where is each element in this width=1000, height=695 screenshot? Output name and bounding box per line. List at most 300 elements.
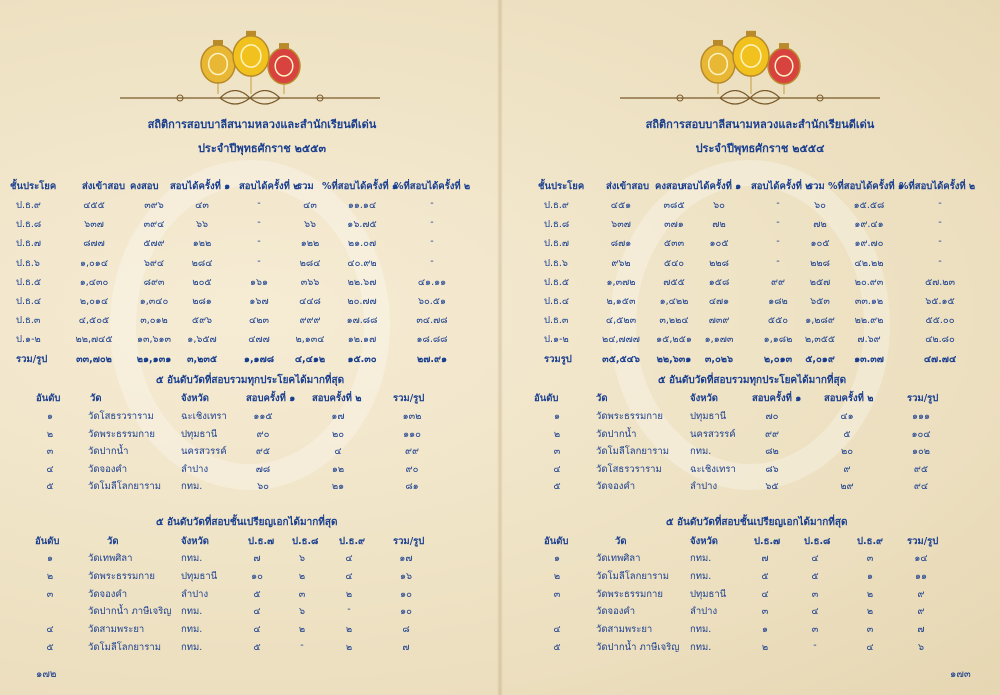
page-number: ๑๗๓ — [950, 669, 971, 680]
stats-cell: ๘๗๗ — [83, 238, 105, 250]
province-name: กทม. — [181, 553, 203, 564]
top5-adv-cell: ๗ — [253, 553, 261, 564]
stats-header-0: ชั้นประโยค — [10, 181, 57, 192]
stats-row-label: ป.ธ.๕ — [16, 276, 42, 288]
top5-all-cell: ๗๘ — [255, 463, 271, 475]
temple-name: วัดปากน้ำ — [596, 428, 637, 440]
stats-cell: ๑๙.๗๐ — [854, 238, 884, 250]
stats-cell: ๗๒ — [712, 219, 726, 231]
temple-name: วัดโมลีโลกยาราม — [88, 642, 161, 653]
stats-cell: ๕,๐๑๙ — [805, 353, 835, 365]
province-name: กทม. — [690, 570, 712, 582]
top5-adv-cell: ๖ — [917, 642, 925, 653]
stats-cell: ๖๓๗ — [84, 219, 104, 231]
stats-cell: ๔๗๗ — [248, 334, 270, 346]
stats-cell: ๖๐ — [713, 200, 725, 211]
top5-all-header-2: จังหวัด — [690, 393, 718, 404]
top5-all-header-5: รวม/รูป — [393, 393, 425, 404]
top5-adv-header-1: วัด — [107, 536, 119, 547]
top5-all-cell: ๙ — [843, 463, 851, 475]
top5-all-cell: ๕ — [843, 428, 851, 440]
stats-cell: ๑,๖๕๗ — [187, 334, 217, 346]
top5-all-header-1: วัด — [596, 393, 608, 404]
stats-cell: ๙๙ — [771, 276, 785, 288]
stats-cell: ๓,๐๑๒ — [140, 315, 168, 327]
top5-all-cell: ๙๐ — [256, 428, 270, 440]
stats-row-label: ป.ธ.๗ — [16, 238, 42, 250]
top5-adv-cell: ๓ — [811, 588, 819, 600]
top5-adv-cell: ๔ — [866, 642, 874, 653]
top5-adv-cell: ๔ — [761, 588, 769, 600]
stats-cell: ๑,๐๑๔ — [79, 257, 109, 269]
stats-cell: ๒๒๘ — [709, 257, 729, 269]
stats-cell: ๕๕๐ — [767, 315, 789, 327]
stats-cell: ๒,๐๑๓ — [763, 353, 793, 365]
stats-header-3: สอบได้ครั้งที่ ๑ — [681, 181, 742, 192]
stats-cell: ๑๕๘ — [708, 276, 730, 288]
top5-adv-cell: ๗ — [402, 642, 410, 653]
province-name: กทม. — [181, 606, 203, 618]
stats-cell: - — [938, 198, 942, 209]
top5-all-header-3: สอบครั้งที่ ๑ — [752, 393, 802, 404]
top5-adv-header-5: ป.ธ.๙ — [857, 536, 884, 547]
stats-header-7: %ที่สอบได้ครั้งที่ ๒ — [394, 181, 471, 192]
rank-cell: ๑ — [553, 411, 561, 422]
stats-cell: ๙๙๙ — [299, 315, 321, 327]
stats-cell: - — [938, 236, 942, 248]
stats-cell: ๖๐.๕๑ — [417, 296, 447, 307]
stats-cell: - — [776, 198, 780, 209]
top5-adv-cell: ๓ — [761, 606, 769, 618]
top5-adv-header-6: รวม/รูป — [393, 536, 425, 547]
stats-cell: ๑๒๒ — [300, 238, 320, 250]
temple-name: วัดเทพศิลา — [596, 553, 641, 564]
stats-cell: ๒๘๔ — [191, 257, 213, 269]
temple-name: วัดพระธรรมกาย — [596, 588, 663, 600]
top5-adv-cell: ๑๐ — [251, 570, 263, 582]
province-name: กทม. — [690, 642, 712, 653]
rank-cell: ๓ — [553, 446, 561, 457]
top5-all-cell: ๙๕ — [255, 446, 271, 457]
stats-cell: ๔๕๕ — [83, 200, 105, 211]
top5-adv-header-4: ป.ธ.๘ — [292, 536, 319, 547]
rank-cell: ๔ — [553, 624, 561, 636]
stats-cell: ๑๘.๘๘ — [416, 334, 448, 346]
temple-name: วัดปากน้ำ ภาษีเจริญ — [596, 642, 680, 653]
stats-cell: ๒๐.๗๗ — [347, 296, 377, 307]
stats-cell: ๔๕๑ — [610, 200, 632, 211]
top5-all-cell: ๑๑๐ — [403, 428, 421, 440]
stats-cell: - — [938, 255, 942, 267]
stats-row-label: ป.ธ.๘ — [16, 219, 42, 231]
top5-adv-cell: ๒ — [345, 588, 353, 600]
stats-row-label: ป.ธ.๖ — [544, 257, 568, 269]
top5-adv-cell: - — [347, 604, 351, 616]
stats-header-0: ชั้นประโยค — [538, 181, 585, 192]
stats-cell: ๓,๒๒๔ — [659, 315, 689, 327]
top5-all-cell: ๘๖ — [765, 463, 779, 475]
top5-adv-cell: - — [813, 640, 817, 651]
rank-cell: ๔ — [46, 463, 54, 475]
stats-row-label: รวมรูป — [544, 353, 572, 365]
top5-all-cell: ๖๕ — [765, 481, 779, 492]
top5-adv-header-2: จังหวัด — [181, 536, 209, 547]
stats-cell: ๕๔๐ — [663, 257, 685, 269]
top5-adv-cell: ๖ — [298, 606, 306, 618]
stats-cell: ๙๖๒ — [611, 257, 631, 269]
stats-cell: ๔๒.๒๒ — [854, 257, 884, 269]
top5-adv-cell: ๔ — [811, 606, 819, 618]
top5-all-cell: ๙๔ — [913, 481, 929, 492]
temple-name: วัดปากน้ำ — [88, 446, 129, 457]
lanterns-icon — [196, 22, 306, 94]
stats-cell: ๑๗.๘๘ — [346, 315, 378, 327]
stats-cell: ๔๔๘ — [299, 296, 321, 307]
stats-cell: ๑๐๕ — [810, 238, 830, 250]
rank-cell: ๔ — [553, 463, 561, 475]
stats-cell: ๔๑.๑๑ — [417, 276, 447, 288]
top5-adv-cell: ๕ — [761, 570, 769, 582]
stats-header-4: สอบได้ครั้งที่ ๒ — [751, 181, 812, 192]
stats-cell: ๑๒๒ — [192, 238, 212, 250]
top5-adv-cell: ๒ — [345, 624, 353, 636]
stats-cell: ๖๖ — [303, 219, 317, 231]
temple-name: วัดโสธรวราราม — [88, 411, 154, 422]
stats-cell: ๒,๓๕๕ — [804, 334, 836, 346]
top5-all-cell: ๑๑๕ — [253, 411, 273, 422]
province-name: ปทุมธานี — [690, 411, 727, 422]
top5-adv-cell: ๙ — [917, 588, 925, 600]
stats-cell: - — [776, 236, 780, 248]
top5-adv-cell: ๓ — [866, 553, 874, 564]
temple-name: วัดปากน้ำ ภาษีเจริญ — [88, 606, 172, 618]
rank-cell: ๓ — [46, 446, 54, 457]
stats-header-3: สอบได้ครั้งที่ ๑ — [170, 181, 231, 192]
top5-all-header-0: อันดับ — [534, 393, 559, 404]
stats-cell: ๒,๐๑๔ — [79, 296, 109, 307]
province-name: กทม. — [181, 481, 203, 492]
top5-all-title: ๕ อันดับวัดที่สอบรวมทุกประโยคได้มากที่สุด — [156, 375, 345, 386]
stats-cell: ๗๓๙ — [708, 315, 730, 327]
stats-cell: ๒๒.๙๒ — [854, 315, 884, 327]
stats-cell: ๒๗.๙๑ — [416, 353, 448, 365]
stats-cell: ๖๕๓ — [810, 296, 830, 307]
top5-adv-cell: ๙ — [917, 606, 925, 618]
temple-name: วัดจองคำ — [596, 481, 636, 492]
stats-cell: ๒๑.๐๗ — [347, 238, 377, 250]
top5-all-cell: ๘๑ — [405, 481, 419, 492]
stats-cell: ๒๒,๖๓๑ — [656, 353, 692, 365]
stats-cell: - — [776, 255, 780, 267]
rank-cell: ๒ — [553, 428, 561, 440]
top5-all-cell: ๒๑ — [331, 481, 345, 492]
top5-all-cell: ๖๐ — [257, 481, 269, 492]
stats-cell: ๒๐๕ — [192, 276, 212, 288]
stats-cell: ๑,๑๗๓ — [704, 334, 734, 346]
rank-cell: ๑ — [553, 553, 561, 564]
top5-adv-cell: - — [300, 640, 304, 651]
stats-row-label: ป.ธ.๗ — [544, 238, 570, 250]
top5-all-cell: ๙๙ — [405, 446, 419, 457]
rank-cell: ๔ — [46, 624, 54, 636]
stats-cell: ๑๘๒ — [768, 296, 788, 307]
stats-header-2: คงสอบ — [655, 181, 684, 192]
lanterns-icon — [696, 22, 806, 94]
province-name: กทม. — [181, 624, 203, 636]
stats-cell: - — [430, 217, 434, 229]
stats-cell: - — [257, 217, 261, 229]
temple-name: วัดโมลีโลกยาราม — [596, 570, 669, 582]
stats-cell: - — [257, 198, 261, 209]
top5-adv-cell: ๗ — [761, 553, 769, 564]
stats-cell: ๑,๔๓๐ — [79, 276, 109, 288]
top5-all-cell: ๘๒ — [765, 446, 779, 457]
stats-cell: ๑๖๑ — [249, 276, 269, 288]
top5-adv-header-3: ป.ธ.๗ — [754, 536, 781, 547]
rank-cell: ๕ — [553, 481, 561, 492]
stats-cell: ๓๗๑ — [664, 219, 684, 231]
stats-cell: ๑,๑๗๘ — [243, 353, 275, 365]
top5-all-cell: ๒๐ — [840, 446, 854, 457]
stats-cell: ๑๕.๓๐ — [347, 353, 377, 365]
stats-cell: ๕๗.๒๓ — [924, 276, 956, 288]
top5-adv-cell: ๔ — [253, 624, 261, 636]
stats-cell: ๓,๐๒๖ — [704, 353, 734, 365]
top5-all-header-3: สอบครั้งที่ ๑ — [246, 393, 296, 404]
stats-cell: ๑๖๗ — [249, 296, 269, 307]
stats-cell: ๑๓,๖๑๓ — [136, 334, 172, 346]
stats-cell: ๖๙๔ — [143, 257, 165, 269]
page-number: ๑๗๒ — [36, 669, 57, 680]
stats-cell: - — [257, 255, 261, 267]
province-name: นครสวรรค์ — [181, 446, 227, 457]
top5-adv-cell: ๑๑ — [914, 570, 928, 582]
temple-name: วัดสามพระยา — [596, 624, 653, 636]
stats-cell: ๗๒ — [813, 219, 827, 231]
top5-adv-header-5: ป.ธ.๙ — [339, 536, 366, 547]
top5-adv-cell: ๒ — [761, 642, 769, 653]
top5-adv-cell: ๓ — [298, 588, 306, 600]
stats-cell: ๑,๓๔๐ — [139, 296, 169, 307]
top5-adv-cell: ๓ — [811, 624, 819, 636]
top5-adv-header-0: อันดับ — [544, 536, 569, 547]
stats-cell: ๑๐๕ — [709, 238, 729, 250]
stats-cell: ๓,๒๓๕ — [186, 353, 218, 365]
top5-adv-cell: ๘ — [402, 624, 410, 636]
stats-cell: - — [938, 217, 942, 229]
top5-all-header-4: สอบครั้งที่ ๒ — [824, 393, 874, 404]
stats-header-2: คงสอบ — [130, 181, 159, 192]
province-name: ลำปาง — [181, 588, 209, 600]
stats-row-label: ป.๑-๒ — [16, 334, 41, 346]
stats-cell: ๘๙๓ — [143, 276, 165, 288]
stats-cell: ๑,๒๘๙ — [805, 315, 835, 327]
stats-row-label: ป.ธ.๙ — [544, 200, 569, 211]
temple-name: วัดโมลีโลกยาราม — [596, 446, 669, 457]
top5-adv-cell: ๒ — [298, 624, 306, 636]
top5-all-cell: ๔๑ — [840, 411, 854, 422]
stats-cell: ๓๔.๗๘ — [416, 315, 448, 327]
stats-cell: ๔๗๑ — [708, 296, 730, 307]
top5-adv-header-1: วัด — [615, 536, 627, 547]
stats-cell: ๔,๕๐๕ — [78, 315, 110, 327]
page-title: สถิติการสอบบาลีสนามหลวงและสำนักเรียนดีเด่น — [645, 118, 875, 131]
rank-cell: ๒ — [46, 570, 54, 582]
stats-cell: ๒๕๗ — [809, 276, 831, 288]
page-title: สถิติการสอบบาลีสนามหลวงและสำนักเรียนดีเด่น — [147, 118, 377, 131]
stats-cell: ๔,๕๒๓ — [605, 315, 637, 327]
stats-row-label: ป.๑-๒ — [544, 334, 569, 346]
top5-adv-cell: ๔ — [345, 553, 353, 564]
top5-all-cell: ๒๐ — [331, 428, 345, 440]
stats-row-label: รวม/รูป — [16, 353, 48, 365]
top5-adv-cell: ๖ — [298, 553, 306, 564]
stats-cell: ๑๓.๓๗ — [854, 353, 884, 365]
rank-cell: ๓ — [46, 588, 54, 600]
province-name: ลำปาง — [690, 606, 718, 618]
top5-all-title: ๕ อันดับวัดที่สอบรวมทุกประโยคได้มากที่สุด — [658, 375, 847, 386]
stats-header-1: ส่งเข้าสอบ — [606, 181, 650, 192]
province-name: ปทุมธานี — [690, 588, 727, 600]
province-name: ปทุมธานี — [181, 428, 218, 440]
top5-adv-cell: ๔ — [811, 553, 819, 564]
stats-cell: ๑,๔๒๒ — [659, 296, 689, 307]
stats-cell: ๓๓,๗๐๒ — [76, 353, 112, 365]
temple-name: วัดพระธรรมกาย — [596, 411, 663, 422]
rank-cell: ๕ — [46, 481, 54, 492]
rank-cell: ๒ — [553, 570, 561, 582]
rank-cell: ๑ — [46, 411, 54, 422]
stats-cell: ๒๑,๑๓๑ — [136, 353, 172, 365]
top5-all-cell: ๑๒ — [331, 463, 345, 475]
rank-cell: ๕ — [46, 642, 54, 653]
stats-cell: ๖๓๗ — [611, 219, 631, 231]
province-name: นครสวรรค์ — [690, 428, 736, 440]
stats-cell: ๑๕.๕๘ — [853, 200, 885, 211]
province-name: กทม. — [690, 553, 712, 564]
stats-cell: ๖๐ — [814, 200, 826, 211]
top5-adv-header-4: ป.ธ.๘ — [804, 536, 831, 547]
stats-cell: ๒๒,๗๔๕ — [75, 334, 113, 346]
stats-cell: ๔๓ — [195, 200, 209, 211]
temple-name: วัดโสธรวราราม — [596, 463, 662, 475]
stats-header-6: %ที่สอบได้ครั้งที่ ๑ — [322, 181, 398, 192]
top5-all-cell: ๑๐๒ — [911, 446, 931, 457]
stats-cell: ๔๐.๙๒ — [347, 257, 377, 269]
ornament-divider-icon — [120, 90, 380, 106]
stats-cell: - — [430, 198, 434, 209]
stats-cell: - — [430, 255, 434, 267]
top5-all-cell: ๙๕ — [913, 463, 929, 475]
stats-cell: ๑๖.๗๕ — [347, 219, 377, 231]
top5-all-header-2: จังหวัด — [181, 393, 209, 404]
stats-cell: ๔,๔๑๒ — [294, 353, 326, 365]
page-subtitle: ประจำปีพุทธศักราช ๒๕๕๓ — [197, 142, 327, 155]
rank-cell: ๕ — [553, 642, 561, 653]
top5-all-cell: ๑๐๔ — [911, 428, 931, 440]
top5-all-header-4: สอบครั้งที่ ๒ — [312, 393, 362, 404]
top5-adv-cell: ๑๖ — [399, 570, 413, 582]
stats-cell: ๒๒.๖๗ — [347, 276, 377, 288]
top5-all-cell: ๑๓๒ — [402, 411, 422, 422]
stats-cell: ๓๙๖ — [144, 200, 164, 211]
top5-adv-cell: ๓ — [866, 624, 874, 636]
stats-cell: ๔๓ — [303, 200, 317, 211]
stats-cell: ๘๗๑ — [610, 238, 632, 250]
stats-cell: - — [430, 236, 434, 248]
top5-adv-cell: ๑ — [761, 624, 769, 636]
top5-adv-cell: ๕ — [253, 642, 261, 653]
province-name: กทม. — [181, 642, 203, 653]
stats-cell: ๕๙๖ — [191, 315, 213, 327]
stats-cell: ๒๐.๙๓ — [854, 276, 884, 288]
stats-header-1: ส่งเข้าสอบ — [82, 181, 126, 192]
stats-cell: ๑๑.๑๔ — [347, 200, 377, 211]
top5-all-cell: ๑๗ — [331, 411, 345, 422]
stats-cell: ๒,๑๓๔ — [295, 334, 325, 346]
stats-cell: ๕๕.๐๐ — [925, 315, 955, 327]
top5-adv-cell: ๑๐ — [400, 588, 412, 600]
top5-adv-cell: ๑๗ — [399, 553, 413, 564]
stats-header-6: %ที่สอบได้ครั้งที่ ๑ — [828, 181, 904, 192]
stats-cell: ๗.๖๙ — [857, 334, 881, 346]
stats-row-label: ป.ธ.๙ — [16, 200, 41, 211]
stats-cell: ๕๗๙ — [143, 238, 165, 250]
temple-name: วัดสามพระยา — [88, 624, 145, 636]
temple-name: วัดโมลีโลกยาราม — [88, 481, 161, 492]
top5-adv-cell: ๔ — [345, 570, 353, 582]
top5-all-header-0: อันดับ — [36, 393, 61, 404]
province-name: ลำปาง — [181, 463, 209, 475]
rank-cell: ๑ — [46, 553, 54, 564]
ornament-divider-icon — [620, 90, 880, 106]
top5-all-cell: ๙๙ — [765, 428, 779, 440]
top5-adv-cell: ๒ — [866, 606, 874, 618]
stats-row-label: ป.ธ.๖ — [16, 257, 40, 269]
temple-name: วัดเทพศิลา — [88, 553, 133, 564]
stats-cell: ๓๖๖ — [300, 276, 320, 288]
stats-cell: ๓๕,๕๔๖ — [602, 353, 640, 365]
stats-cell: - — [257, 236, 261, 248]
temple-name: วัดจองคำ — [596, 606, 636, 618]
stats-cell: ๒๘๔ — [299, 257, 321, 269]
province-name: กทม. — [690, 624, 712, 636]
stats-cell: ๑๙.๔๑ — [854, 219, 884, 231]
stats-header-5: รวม — [297, 181, 314, 192]
stats-row-label: ป.ธ.๓ — [16, 315, 41, 327]
province-name: ฉะเชิงเทรา — [690, 463, 736, 475]
stats-row-label: ป.ธ.๔ — [544, 296, 570, 307]
stats-cell: ๖๖ — [195, 219, 209, 231]
stats-header-7: %ที่สอบได้ครั้งที่ ๒ — [899, 181, 976, 192]
stats-cell: ๓๓.๑๒ — [854, 296, 884, 307]
stats-cell: ๔๒๓ — [249, 315, 269, 327]
province-name: ฉะเชิงเทรา — [181, 411, 227, 422]
top5-adv-cell: ๑๐ — [400, 606, 412, 618]
stats-cell: ๒๒๘ — [810, 257, 830, 269]
stats-cell: ๑,๑๘๒ — [763, 334, 793, 346]
stats-row-label: ป.ธ.๔ — [16, 296, 42, 307]
stats-row-label: ป.ธ.๕ — [544, 276, 570, 288]
top5-adv-cell: ๔ — [253, 606, 261, 618]
stats-cell: ๖๕.๑๕ — [925, 296, 955, 307]
stats-cell: ๒,๑๕๓ — [606, 296, 636, 307]
top5-adv-title: ๕ อันดับวัดที่สอบชั้นเปรียญเอกได้มากที่สุด — [156, 517, 338, 528]
stats-cell: ๓๘๕ — [663, 200, 685, 211]
top5-adv-header-3: ป.ธ.๗ — [248, 536, 275, 547]
top5-adv-cell: ๑๔ — [914, 553, 928, 564]
top5-adv-cell: ๕ — [811, 570, 819, 582]
